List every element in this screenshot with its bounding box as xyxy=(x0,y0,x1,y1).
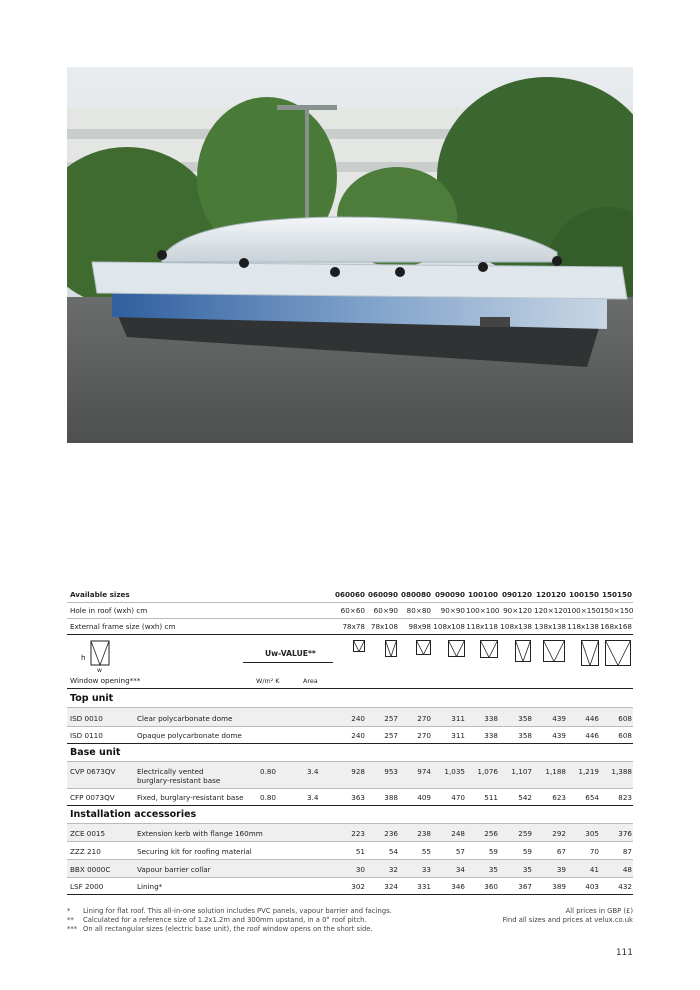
hole-cell: 90×90 xyxy=(440,606,465,615)
product-desc: Opaque polycarbonate dome xyxy=(137,731,242,740)
product-code: ISD 0110 xyxy=(70,731,103,740)
price-cell: 324 xyxy=(384,882,398,891)
frame-cell: 118x118 xyxy=(466,622,498,631)
diagram-h-label: h xyxy=(81,653,86,662)
size-header: 060060 xyxy=(334,590,365,599)
product-code: ZZZ 210 xyxy=(70,847,101,856)
price-cell: 1,219 xyxy=(578,767,599,776)
sizes-note: Find all sizes and prices at velux.co.uk xyxy=(502,916,633,924)
price-cell: 446 xyxy=(585,731,599,740)
price-cell: 974 xyxy=(417,767,431,776)
price-cell: 654 xyxy=(585,793,599,802)
price-cell: 32 xyxy=(388,865,398,874)
price-cell: 236 xyxy=(384,829,398,838)
price-cell: 338 xyxy=(484,714,498,723)
price-cell: 305 xyxy=(585,829,599,838)
hole-cell: 90×120 xyxy=(503,606,532,615)
product-code: BBX 0000C xyxy=(70,865,111,874)
price-cell: 259 xyxy=(518,829,532,838)
area-cell: 3.4 xyxy=(307,793,319,802)
price-cell: 432 xyxy=(618,882,632,891)
window-diagram-icon xyxy=(90,640,110,666)
price-cell: 59 xyxy=(488,847,498,856)
footnote-mark: *** xyxy=(67,925,78,933)
price-cell: 1,188 xyxy=(545,767,566,776)
price-cell: 338 xyxy=(484,731,498,740)
price-cell: 33 xyxy=(421,865,431,874)
price-cell: 248 xyxy=(451,829,465,838)
price-cell: 409 xyxy=(417,793,431,802)
price-cell: 360 xyxy=(484,882,498,891)
section-top-unit: Top unit xyxy=(70,693,114,704)
price-cell: 54 xyxy=(388,847,398,856)
price-cell: 511 xyxy=(484,793,498,802)
price-cell: 928 xyxy=(351,767,365,776)
opening-100100-icon xyxy=(480,640,498,658)
price-cell: 240 xyxy=(351,731,365,740)
footnote-1 xyxy=(67,907,392,915)
frame-cell: 98x98 xyxy=(408,622,431,631)
price-cell: 223 xyxy=(351,829,365,838)
product-code: LSF 2000 xyxy=(70,882,104,891)
size-header: 100100 xyxy=(467,590,498,599)
price-cell: 608 xyxy=(618,714,632,723)
hole-cell: 120×120 xyxy=(534,606,568,615)
price-cell: 367 xyxy=(518,882,532,891)
price-cell: 376 xyxy=(618,829,632,838)
opening-150150-icon xyxy=(605,640,631,666)
price-cell: 823 xyxy=(618,793,632,802)
price-cell: 439 xyxy=(552,714,566,723)
price-cell: 446 xyxy=(585,714,599,723)
size-header: 100150 xyxy=(568,590,599,599)
size-header: 060090 xyxy=(367,590,398,599)
frame-cell: 78x108 xyxy=(370,622,398,631)
footnote-2 xyxy=(67,916,367,924)
frame-cell: 168x168 xyxy=(600,622,632,631)
price-cell: 542 xyxy=(518,793,532,802)
opening-090090-icon xyxy=(448,640,465,657)
frame-cell: 108x108 xyxy=(433,622,465,631)
frame-cell: 108x138 xyxy=(500,622,532,631)
price-cell: 39 xyxy=(556,865,566,874)
price-cell: 257 xyxy=(384,714,398,723)
price-cell: 35 xyxy=(522,865,532,874)
price-cell: 240 xyxy=(351,714,365,723)
product-desc: Securing kit for roofing material xyxy=(137,847,252,856)
section-base-unit: Base unit xyxy=(70,747,121,758)
prices-note: All prices in GBP (£) xyxy=(565,907,633,915)
price-cell: 403 xyxy=(585,882,599,891)
area-cell: 3.4 xyxy=(307,767,319,776)
price-cell: 35 xyxy=(488,865,498,874)
product-code: ZCE 0015 xyxy=(70,829,106,838)
price-cell: 55 xyxy=(421,847,431,856)
price-cell: 70 xyxy=(589,847,599,856)
size-header: 090090 xyxy=(434,590,465,599)
price-cell: 41 xyxy=(589,865,599,874)
available-sizes-label: Available sizes xyxy=(70,590,130,599)
product-code: CVP 0673QV xyxy=(70,767,116,776)
hole-cell: 60×90 xyxy=(373,606,398,615)
product-desc: Vapour barrier collar xyxy=(137,865,211,874)
price-cell: 331 xyxy=(417,882,431,891)
price-cell: 57 xyxy=(455,847,465,856)
size-header: 120120 xyxy=(535,590,566,599)
footnote-text: Lining for flat roof. This all-in-one solution includes PVC panels, vapour barrier and facings. xyxy=(83,907,392,915)
price-cell: 608 xyxy=(618,731,632,740)
price-cell: 388 xyxy=(384,793,398,802)
window-opening-row xyxy=(67,638,633,688)
footnote-mark: ** xyxy=(67,916,74,924)
price-cell: 270 xyxy=(417,714,431,723)
opening-090120-icon xyxy=(515,640,531,662)
price-cell: 358 xyxy=(518,731,532,740)
product-desc: Lining* xyxy=(137,882,163,891)
price-cell: 358 xyxy=(518,714,532,723)
price-cell: 363 xyxy=(351,793,365,802)
product-desc-line2: burglary-resistant base xyxy=(137,776,221,785)
hole-cell: 80×80 xyxy=(406,606,431,615)
opening-060090-icon xyxy=(385,640,397,657)
size-header: 150150 xyxy=(601,590,632,599)
product-desc: Electrically vented xyxy=(137,767,204,776)
footnote-text: On all rectangular sizes (electric base unit), the roof window opens on the short side. xyxy=(83,925,373,933)
frame-cell: 118x138 xyxy=(567,622,599,631)
opening-100150-icon xyxy=(581,640,599,666)
frame-cell: 78x78 xyxy=(342,622,365,631)
price-cell: 302 xyxy=(351,882,365,891)
uw-cell: 0.80 xyxy=(260,767,277,776)
price-cell: 30 xyxy=(355,865,365,874)
price-cell: 256 xyxy=(484,829,498,838)
price-cell: 623 xyxy=(552,793,566,802)
price-cell: 270 xyxy=(417,731,431,740)
price-cell: 1,076 xyxy=(477,767,498,776)
area-label: Area xyxy=(303,677,318,685)
price-cell: 51 xyxy=(355,847,365,856)
hole-cell: 100×100 xyxy=(466,606,500,615)
product-desc: Fixed, burglary-resistant base xyxy=(137,793,244,802)
product-code: CFP 0073QV xyxy=(70,793,115,802)
diagram-w-label: w xyxy=(97,667,102,674)
price-cell: 87 xyxy=(622,847,632,856)
price-cell: 470 xyxy=(451,793,465,802)
hole-cell: 60×60 xyxy=(340,606,365,615)
uw-cell: 0.80 xyxy=(260,793,277,802)
uw-value-label: Uw-VALUE** xyxy=(265,649,316,658)
page-number: 111 xyxy=(615,948,633,958)
price-cell: 34 xyxy=(455,865,465,874)
footnote-3 xyxy=(67,925,373,933)
size-header: 080080 xyxy=(400,590,431,599)
price-cell: 346 xyxy=(451,882,465,891)
price-cell: 238 xyxy=(417,829,431,838)
price-cell: 311 xyxy=(451,731,465,740)
product-code: ISD 0010 xyxy=(70,714,103,723)
opening-080080-icon xyxy=(416,640,431,655)
footnote-mark: * xyxy=(67,907,71,915)
price-cell: 311 xyxy=(451,714,465,723)
section-installation: Installation accessories xyxy=(70,809,197,820)
opening-120120-icon xyxy=(543,640,565,662)
footnote-text: Calculated for a reference size of 1.2x1.2m and 300mm upstand, in a 0° roof pitch. xyxy=(83,916,367,924)
price-cell: 67 xyxy=(556,847,566,856)
price-cell: 389 xyxy=(552,882,566,891)
price-cell: 1,107 xyxy=(511,767,532,776)
price-cell: 257 xyxy=(384,731,398,740)
hole-cell: 100×150 xyxy=(567,606,601,615)
price-cell: 292 xyxy=(552,829,566,838)
window-opening-label: Window opening*** xyxy=(70,676,141,685)
size-header: 090120 xyxy=(501,590,532,599)
hole-label: Hole in roof (wxh) cm xyxy=(70,606,148,615)
opening-060060-icon xyxy=(353,640,365,652)
price-cell: 1,388 xyxy=(611,767,632,776)
uw-unit-label: W/m² K xyxy=(256,677,280,685)
product-desc: Extension kerb with flange 160mm xyxy=(137,829,263,838)
frame-cell: 138x138 xyxy=(534,622,566,631)
price-cell: 59 xyxy=(522,847,532,856)
price-cell: 48 xyxy=(622,865,632,874)
price-cell: 1,035 xyxy=(444,767,465,776)
frame-label: External frame size (wxh) cm xyxy=(70,622,176,631)
hole-cell: 150×150 xyxy=(600,606,634,615)
product-desc: Clear polycarbonate dome xyxy=(137,714,233,723)
price-cell: 439 xyxy=(552,731,566,740)
product-photo xyxy=(67,67,633,443)
price-cell: 953 xyxy=(384,767,398,776)
